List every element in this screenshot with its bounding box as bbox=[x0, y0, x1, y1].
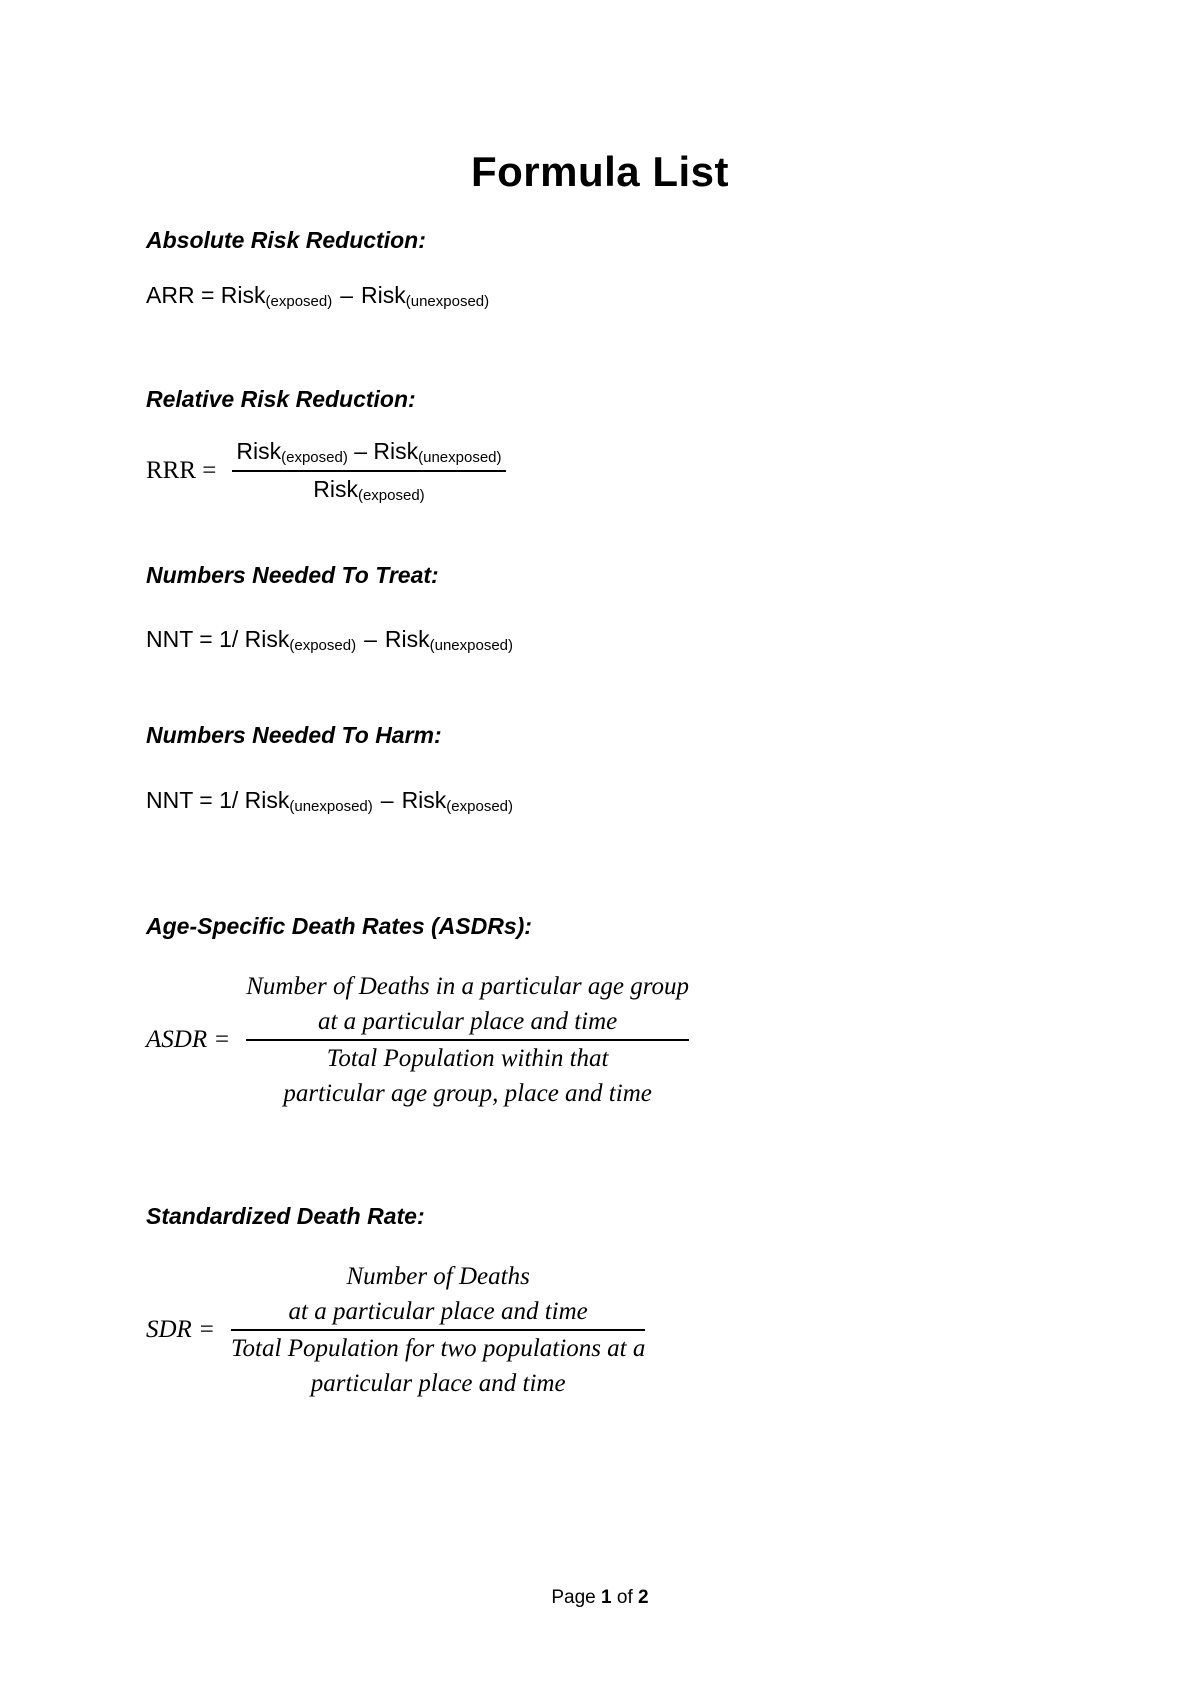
nnt-section bbox=[146, 562, 439, 589]
rrr-fraction bbox=[232, 438, 505, 504]
sdr-num-line1: Number of Deaths bbox=[346, 1263, 530, 1290]
rrr-heading: Relative Risk Reduction: bbox=[146, 386, 416, 412]
sdr-num-line2: at a particular place and time bbox=[288, 1298, 588, 1325]
asdr-den-line1: Total Population within that bbox=[326, 1045, 609, 1072]
page-footer bbox=[0, 1587, 1200, 1609]
nnt-term2: Risk bbox=[384, 626, 430, 652]
page-title: Formula List bbox=[470, 148, 730, 195]
footer-of-word: of bbox=[616, 1587, 633, 1608]
sdr-heading: Standardized Death Rate: bbox=[146, 1203, 425, 1229]
nnt-sub1: (exposed) bbox=[289, 637, 357, 654]
arr-formula bbox=[146, 282, 489, 310]
sdr-formula bbox=[146, 1259, 645, 1401]
rrr-section bbox=[146, 386, 416, 413]
nnt-heading: Numbers Needed To Treat: bbox=[146, 562, 439, 588]
nnh-sub2: (exposed) bbox=[446, 798, 513, 815]
arr-term1: Risk bbox=[220, 282, 266, 308]
nnh-heading: Numbers Needed To Harm: bbox=[146, 722, 442, 748]
rrr-num-term1: Risk bbox=[236, 438, 282, 464]
nnh-sub1: (unexposed) bbox=[289, 798, 373, 815]
asdr-num-line2: at a particular place and time bbox=[317, 1008, 618, 1035]
rrr-den-sub: (exposed) bbox=[357, 487, 425, 504]
asdr-formula bbox=[146, 969, 689, 1111]
asdr-fraction bbox=[246, 969, 689, 1111]
nnt-term1: Risk bbox=[244, 626, 290, 652]
arr-lhs: ARR = bbox=[146, 282, 221, 308]
rrr-num-minus: – bbox=[347, 438, 374, 464]
asdr-section bbox=[146, 913, 532, 940]
arr-heading: Absolute Risk Reduction: bbox=[146, 227, 426, 253]
rrr-numerator bbox=[232, 438, 505, 470]
asdr-lhs: ASDR = bbox=[146, 1026, 231, 1053]
nnt-formula bbox=[146, 626, 513, 654]
arr-section bbox=[146, 227, 426, 254]
arr-sub2: (unexposed) bbox=[405, 293, 490, 310]
nnh-term1: Risk bbox=[244, 787, 290, 813]
nnt-sub2: (unexposed) bbox=[429, 637, 513, 654]
asdr-num-line1: Number of Deaths in a particular age group bbox=[246, 973, 690, 1000]
arr-minus: – bbox=[340, 282, 354, 308]
footer-total-pages: 2 bbox=[638, 1587, 649, 1608]
rrr-num-sub1: (exposed) bbox=[281, 449, 348, 466]
sdr-lhs: SDR = bbox=[146, 1316, 215, 1343]
rrr-den-term: Risk bbox=[313, 476, 358, 502]
rrr-formula bbox=[146, 438, 506, 504]
nnh-term2: Risk bbox=[401, 787, 447, 813]
nnh-section bbox=[146, 722, 442, 749]
footer-current-page: 1 bbox=[601, 1587, 612, 1608]
nnh-lhs: NNT = 1/ bbox=[146, 787, 245, 813]
sdr-fraction bbox=[231, 1259, 645, 1401]
sdr-den-line2: particular place and time bbox=[310, 1370, 566, 1397]
nnh-formula bbox=[146, 787, 513, 815]
footer-page-word: Page bbox=[551, 1587, 596, 1608]
sdr-den-line1: Total Population for two populations at a bbox=[230, 1335, 646, 1362]
asdr-heading: Age-Specific Death Rates (ASDRs): bbox=[146, 913, 532, 939]
nnt-lhs: NNT = 1/ bbox=[146, 626, 245, 652]
arr-sub1: (exposed) bbox=[265, 293, 333, 310]
rrr-denominator bbox=[313, 472, 424, 504]
rrr-num-sub2: (unexposed) bbox=[418, 449, 502, 466]
asdr-den-line2: particular age group, place and time bbox=[283, 1080, 652, 1107]
rrr-num-term2: Risk bbox=[373, 438, 419, 464]
sdr-section bbox=[146, 1203, 425, 1230]
rrr-lhs: RRR = bbox=[146, 457, 217, 484]
nnt-minus: – bbox=[364, 626, 377, 652]
nnh-minus: – bbox=[380, 787, 394, 813]
arr-term2: Risk bbox=[361, 282, 406, 308]
